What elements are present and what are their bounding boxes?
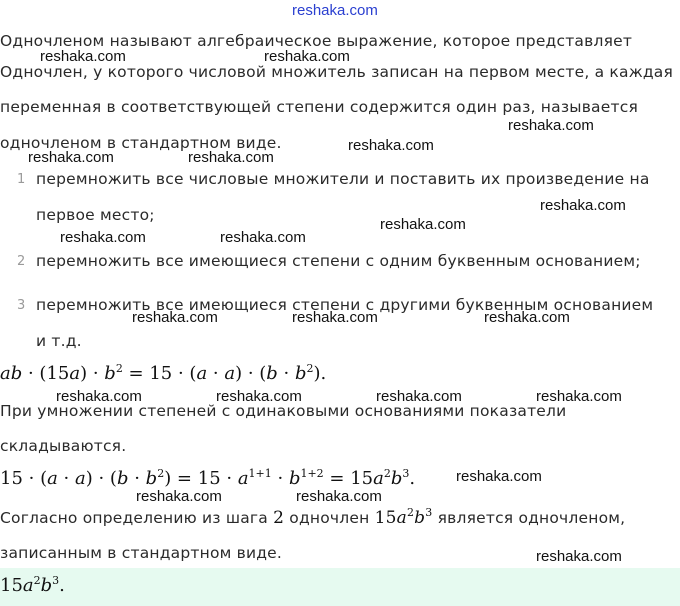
watermark: reshaka.com [376, 388, 462, 405]
conclusion-line-a [0, 508, 625, 528]
step-1-text-b: первое место; [36, 206, 155, 224]
watermark: reshaka.com [40, 48, 126, 65]
definition-line-2: Одночлен, у которого числовой множитель записан на первом месте, а каждая [0, 63, 673, 81]
watermark: reshaka.com [540, 197, 626, 214]
step-number-3: 3 [17, 298, 26, 313]
watermark: reshaka.com [188, 149, 274, 166]
step-1-text-a: перемножить все числовые множители и поставить их произведение на [36, 170, 650, 188]
watermark: reshaka.com [508, 117, 594, 134]
definition-line-1: Одночленом называют алгебраическое выражение, которое представляет [0, 32, 633, 50]
conclusion-line-b: записанным в стандартном виде. [0, 544, 283, 562]
watermark: reshaka.com [216, 388, 302, 405]
watermark: reshaka.com [484, 309, 570, 326]
watermark: reshaka.com [220, 229, 306, 246]
watermark: reshaka.com [348, 137, 434, 154]
formula-exponents: $15 \cdot (a \cdot a) \cdot (b \cdot b^2) = 15 \cdot a^{1+1} \cdot b^{1+2} = 15a^2b^3$. [0, 467, 416, 489]
step-number-2: 2 [17, 254, 26, 269]
conclusion-text-1: Согласно определению из шага [0, 509, 268, 527]
step-number-1: 1 [17, 172, 26, 187]
watermark: reshaka.com [292, 309, 378, 326]
step-3-text-a: перемножить все имеющиеся степени с другими буквенным основанием [36, 296, 654, 314]
rule-line-b: складываются. [0, 437, 127, 455]
watermark: reshaka.com [456, 468, 542, 485]
step-reference: 2 [273, 508, 285, 528]
watermark: reshaka.com [264, 48, 350, 65]
step-3-text-b: и т.д. [36, 332, 82, 350]
monomial-inline: $15a^2b^3$ [374, 506, 433, 528]
watermark: reshaka.com [380, 216, 466, 233]
rule-line-a: При умножении степеней с одинаковыми основаниями показатели [0, 402, 567, 420]
answer-box [0, 568, 680, 606]
watermark: reshaka.com [296, 488, 382, 505]
step-2-text: перемножить все имеющиеся степени с одним буквенным основанием; [36, 252, 641, 270]
watermark: reshaka.com [136, 488, 222, 505]
watermark: reshaka.com [132, 309, 218, 326]
definition-line-4: одночленом в стандартном виде. [0, 134, 282, 152]
conclusion-text-2: одночлен [289, 509, 370, 527]
watermark: reshaka.com [536, 548, 622, 565]
formula-grouping: ab · $(15a) \cdot b^2 = 15 \cdot (a \cdot a) \cdot (b \cdot b^2)$. [0, 362, 327, 384]
watermark: reshaka.com [536, 388, 622, 405]
watermark: reshaka.com [60, 229, 146, 246]
definition-line-3: переменная в соответствующей степени содержится один раз, называется [0, 98, 638, 116]
answer-formula: $15a^2b^3$. [0, 574, 65, 596]
watermark: reshaka.com [28, 149, 114, 166]
watermark: reshaka.com [56, 388, 142, 405]
conclusion-text-3: является одночленом, [437, 509, 626, 527]
site-header[interactable]: reshaka.com [292, 2, 378, 19]
